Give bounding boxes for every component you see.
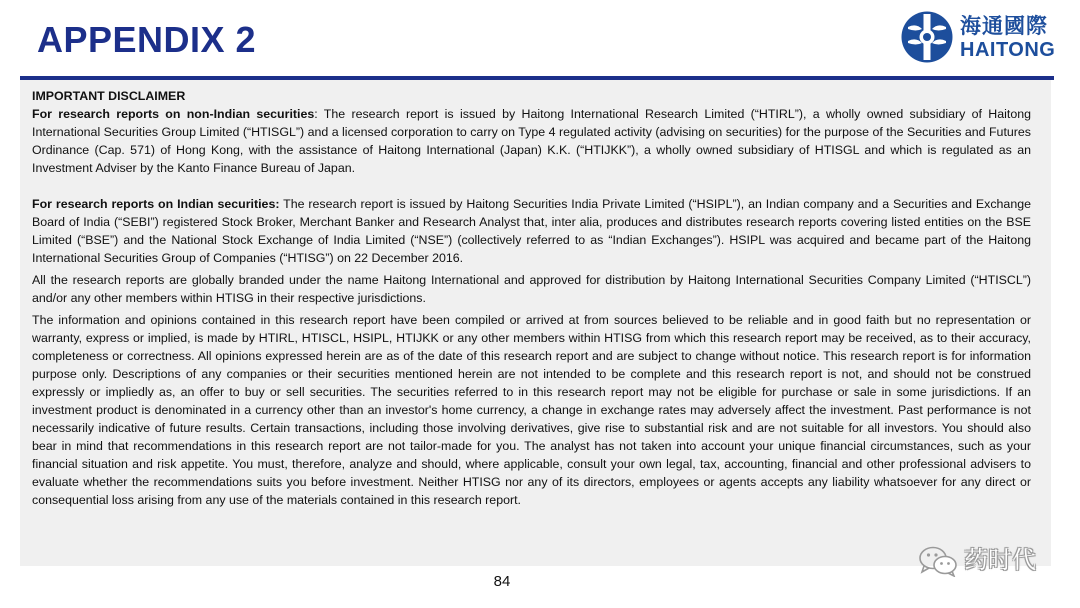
page-title: APPENDIX 2 <box>37 19 257 60</box>
non-indian-securities-lead: For research reports on non-Indian securities <box>32 107 315 121</box>
watermark-text: 药时代 <box>964 546 1036 574</box>
haitong-logo <box>898 8 1058 68</box>
non-indian-securities-text: : The research report is issued by Haitong International Research Limited (“HTIRL”), a wholly owned subsidiary of Haitong International Securities Group Limited (“HTISGL”) and a licensed corporation to carry on Type 4 regulated activity (advising on securities) for the purpose of the Securities and Futures Ordinance (Cap. 571) of Hong Kong, with the assistance of Haitong International (Japan) K.K. (“HTIJKK”), a wholly owned subsidiary of HTISGL and which is regulated as an Investment Adviser by the Kanto Finance Bureau of Japan. <box>32 107 1031 175</box>
branding-paragraph: All the research reports are globally branded under the name Haitong International and approved for distribution by Haitong International Securities Company Limited (“HTISCL”) and/or any other members within HTISG in their respective jurisdictions. <box>32 273 1031 305</box>
disclaimer-content <box>32 87 1031 509</box>
haitong-logo-mark-icon <box>900 10 954 64</box>
indian-securities-paragraph <box>32 195 1031 267</box>
page-number: 84 <box>493 573 511 590</box>
disclaimer-heading: IMPORTANT DISCLAIMER <box>32 89 186 103</box>
logo-english-name: HAITONG <box>960 39 1056 61</box>
indian-securities-lead: For research reports on Indian securities: <box>32 197 280 211</box>
wechat-icon <box>918 545 958 577</box>
indian-securities-text: The research report is issued by Haitong Securities India Private Limited (“HSIPL”), an Indian company and a Securities and Exchange Board of India (“SEBI”) registered Stock Broker, Merchant Banker and Research Analyst that, inter alia, produces and distributes research reports covering listed entities on the BSE Limited (“BSE”) and the National Stock Exchange of India Limited (“NSE”) (collectively referred to as “Indian Exchanges”). HSIPL was acquired and became part of the Haitong International Securities Group of Companies (“HTISG”) on 22 December 2016. <box>32 197 1031 265</box>
non-indian-securities-paragraph <box>32 105 1031 177</box>
wechat-watermark <box>918 541 1068 581</box>
information-paragraph: The information and opinions contained in this research report have been compiled or arrived at from sources believed to be reliable and in good faith but no representation or warranty, express or implied, is made by HTIRL, HTISCL, HSIPL, HTIJKK or any other members within HTISG from which this research report may be received, as to their accuracy, completeness or correctness. All opinions expressed herein are as of the date of this research report and are subject to change without notice. This research report is for information purpose only. Descriptions of any companies or their securities mentioned herein are not intended to be complete and this research report is not, and should not be construed expressly or impliedly as, an offer to buy or sell securities. The securities referred to in this research report may not be eligible for purchase or sale in some jurisdictions. If an investment product is denominated in a currency other than an investor's home currency, a change in exchange rates may adversely affect the investment. Past performance is not necessarily indicative of future results. Certain transactions, including those involving derivatives, give rise to substantial risk and are not suitable for all investors. You should also bear in mind that recommendations in this research report are not tailor-made for you. The analyst has not taken into account your unique financial circumstances, such as your financial situation and risk appetite. You must, therefore, analyze and should, where applicable, consult your own legal, tax, accounting, financial and other professional advisers to evaluate whether the recommendations suits you before investment. Neither HTISG nor any of its directors, employees or agents accepts any liability whatsoever for any direct or consequential loss arising from any use of the materials contained in this research report. <box>32 313 1031 507</box>
logo-chinese-name: 海通國際 <box>960 14 1048 38</box>
